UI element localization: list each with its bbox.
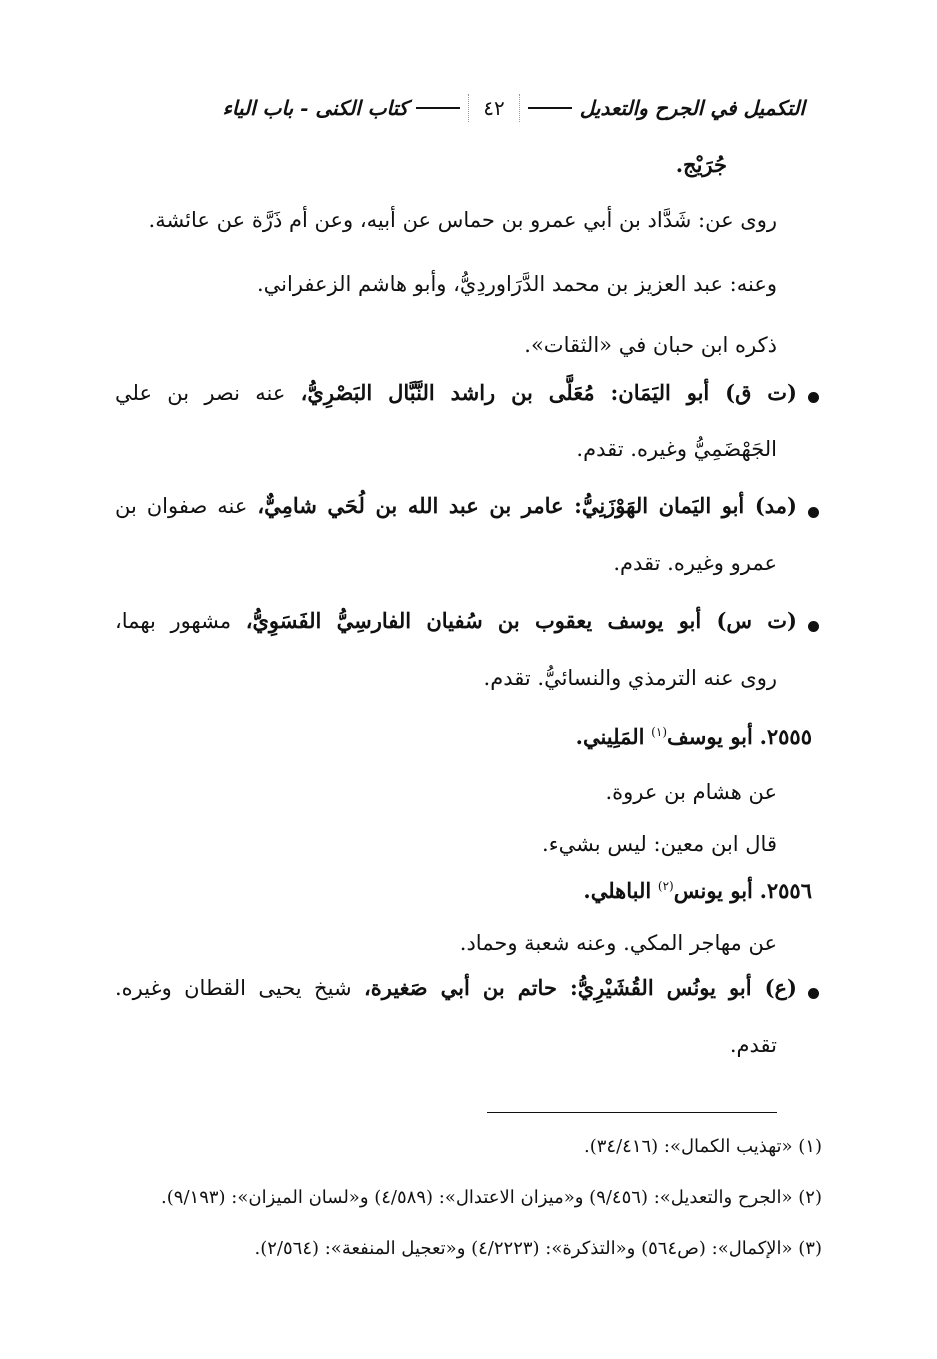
text-line: عن مهاجر المكي. وعنه شعبة وحماد. bbox=[459, 931, 777, 955]
text-line: الجَهْضَمِيُّ وغيره. تقدم. bbox=[576, 437, 777, 461]
entry-text: عنه نصر بن علي bbox=[115, 381, 286, 405]
text-line: قال ابن معين: ليس بشيء. bbox=[542, 832, 777, 856]
footnote-ref: (١) bbox=[651, 725, 667, 739]
text-line: عمرو وغيره. تقدم. bbox=[613, 551, 777, 575]
bullet-icon bbox=[808, 621, 819, 632]
text-line: جُرَيْج. bbox=[675, 152, 727, 177]
entry-number: ٢٥٥٥. bbox=[759, 724, 812, 749]
numbered-entry-2555 bbox=[576, 724, 812, 749]
bullet-icon bbox=[808, 988, 819, 999]
entry-heading: (مد) أبو اليَمان الهَوْزَنِيُّ: عامر بن عبد الله بن لُحَي شامِيٌّ، bbox=[257, 493, 797, 518]
header-dash bbox=[528, 107, 572, 109]
numbered-entry-2556 bbox=[583, 878, 812, 903]
entry-line bbox=[115, 493, 797, 518]
running-header bbox=[165, 88, 805, 128]
footnote: (٣) «الإكمال»: (ص٥٦٤) و«التذكرة»: (٤/٢٢٢٣) و«تعجيل المنفعة»: (٢/٥٦٤). bbox=[254, 1238, 822, 1259]
text-line: روى عنه الترمذي والنسائيُّ. تقدم. bbox=[483, 666, 777, 690]
footnote-ref: (٢) bbox=[657, 879, 674, 893]
text-line: روى عن: شَدَّاد بن أبي عمرو بن حماس عن أبيه، وعن أم ذَرَّة عن عائشة. bbox=[148, 208, 777, 232]
entry-heading: (ع) أبو يونُس القُشَيْرِيُّ: حاتم بن أبي صَغيرة، bbox=[363, 975, 797, 1000]
header-dash bbox=[416, 107, 460, 109]
entry-heading: (ت ق) أبو اليَمَان: مُعَلَّى بن راشد النَّبَّال البَصْرِيُّ، bbox=[300, 380, 797, 405]
entry-heading: (ت س) أبو يوسف يعقوب بن سُفيان الفارسِيُّ الفَسَوِيُّ، bbox=[245, 608, 797, 633]
page-number: ٤٢ bbox=[468, 94, 519, 122]
entry-name: أبو يونس bbox=[673, 878, 753, 903]
entry-line bbox=[115, 608, 797, 633]
entry-text: عنه صفوان بن bbox=[115, 494, 248, 518]
bullet-icon bbox=[808, 392, 819, 403]
entry-text: مشهور بهما، bbox=[115, 609, 232, 633]
text-line: ذكره ابن حبان في «الثقات». bbox=[524, 333, 777, 357]
entry-number: ٢٥٥٦. bbox=[759, 878, 812, 903]
entry-nisba: المَلِيني. bbox=[575, 724, 645, 749]
entry-name: أبو يوسف bbox=[667, 724, 753, 749]
bullet-icon bbox=[808, 507, 819, 518]
text-line: وعنه: عبد العزيز بن محمد الدَّرَاوردِيُّ، وأبو هاشم الزعفراني. bbox=[256, 272, 777, 296]
entry-line bbox=[115, 380, 797, 405]
text-line: عن هشام بن عروة. bbox=[605, 780, 777, 804]
entry-nisba: الباهلي. bbox=[583, 878, 652, 903]
entry-text: شيخ يحيى القطان وغيره. bbox=[115, 976, 352, 1000]
entry-line bbox=[115, 975, 797, 1000]
text-line: تقدم. bbox=[729, 1033, 777, 1057]
footnote: (٢) «الجرح والتعديل»: (٩/٤٥٦) و«ميزان الاعتدال»: (٤/٥٨٩) و«لسان الميزان»: (٩/١٩٣). bbox=[161, 1187, 822, 1208]
book-title: التكميل في الجرح والتعديل bbox=[579, 96, 805, 120]
section-title: كتاب الكنى - باب الياء bbox=[222, 96, 409, 120]
footnote: (١) «تهذيب الكمال»: (٣٤/٤١٦). bbox=[584, 1136, 822, 1157]
footnote-divider bbox=[487, 1112, 777, 1113]
